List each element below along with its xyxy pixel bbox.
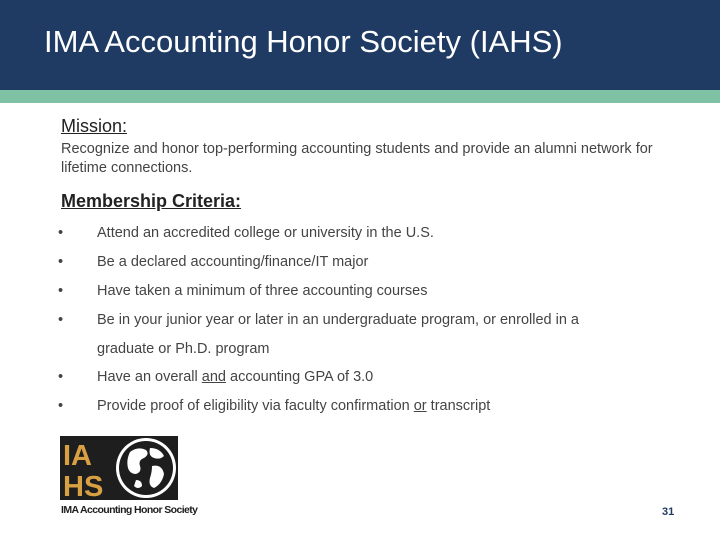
logo-letters-top: IA — [63, 440, 92, 472]
bullet-icon: • — [58, 225, 64, 241]
bullet-icon: • — [58, 398, 64, 414]
underlined-word: or — [413, 398, 427, 414]
page-number: 31 — [662, 506, 675, 518]
underlined-word: and — [201, 369, 226, 385]
criteria-item-text: Provide proof of eligibility via faculty confirmation or transcript — [97, 398, 491, 414]
accent-bar — [0, 90, 720, 103]
iahs-logo-mark — [60, 436, 180, 502]
criteria-item-text: Attend an accredited college or university in the U.S. — [97, 225, 434, 241]
slide-title: IMA Accounting Honor Society (IAHS) — [44, 24, 563, 59]
logo-caption: IMA Accounting Honor Society — [61, 504, 198, 516]
criteria-item-text: Have taken a minimum of three accounting courses — [97, 283, 428, 299]
mission-heading: Mission: — [61, 116, 128, 136]
criteria-item-text: Be a declared accounting/finance/IT major — [97, 254, 369, 270]
logo-letters-bottom: HS — [63, 471, 104, 502]
mission-text: Recognize and honor top-performing accounting students and provide an alumni network for lifetime connections. — [61, 141, 653, 176]
bullet-icon: • — [58, 312, 64, 328]
iahs-logo — [60, 436, 198, 520]
bullet-icon: • — [58, 283, 64, 299]
bullet-icon: • — [58, 369, 64, 385]
globe-icon — [116, 438, 176, 498]
criteria-item-text: Be in your junior year or later in an undergraduate program, or enrolled in a — [97, 312, 579, 328]
bullet-icon: • — [58, 254, 64, 270]
criteria-item-text: Have an overall and accounting GPA of 3.0 — [97, 369, 374, 385]
criteria-heading: Membership Criteria: — [61, 191, 242, 211]
criteria-item-text-continued: graduate or Ph.D. program — [97, 341, 270, 357]
title-bar — [0, 0, 720, 90]
